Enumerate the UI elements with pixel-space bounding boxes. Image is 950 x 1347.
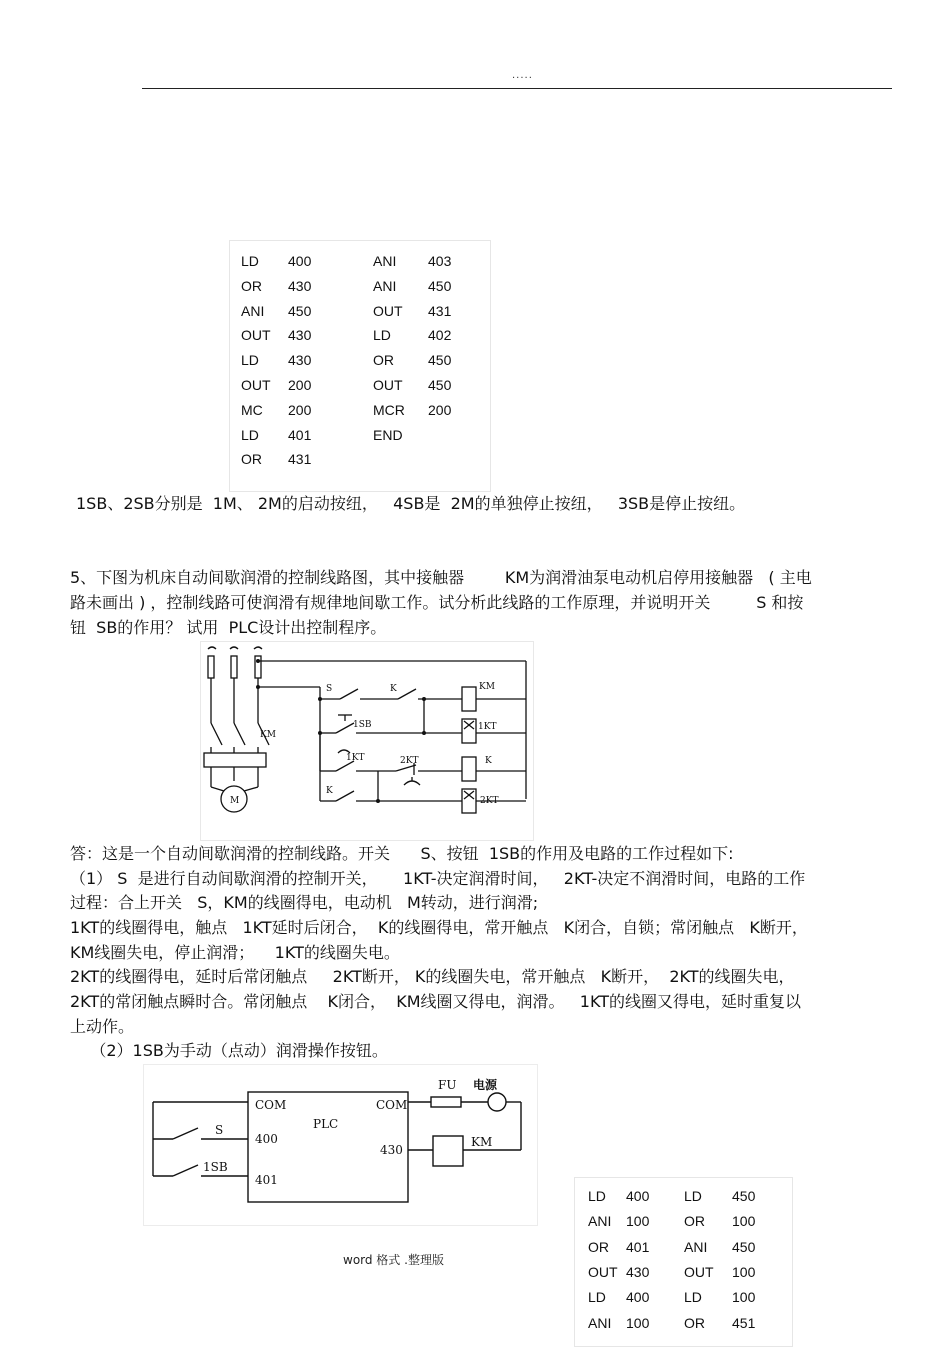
code_table_2-cell: 100 — [626, 1213, 650, 1230]
answer-line-1: 答：这是一个自动间歇润滑的控制线路。开关 S、按钮 1SB的作用及电路的工作过程如下: — [70, 844, 734, 863]
code_table_1-cell: OR — [373, 352, 394, 369]
answer-line-3: 过程：合上开关 S，KM的线圈得电，电动机 M转动，进行润滑; — [70, 893, 539, 912]
code_table_1-cell: LD — [241, 253, 259, 269]
label-2kt-coil: 2KT — [480, 796, 499, 806]
code_table_1-cell: 450 — [428, 377, 452, 393]
code_table_2-cell: ANI — [588, 1314, 612, 1331]
code_table_1-cell: 402 — [428, 327, 452, 344]
answer-line-6: 2KT的线圈得电，延时后常闭触点 2KT断开， K的线圈失电，常开触点 K断开， 2KT的线圈失电， — [70, 967, 795, 986]
code-table-1 — [229, 240, 491, 492]
code_table_1-cell: ANI — [241, 302, 265, 319]
label-motor: M — [230, 796, 240, 806]
plc-wiring-diagram — [143, 1064, 538, 1226]
label-com-left: COM — [255, 1098, 287, 1112]
label-k2: K — [326, 786, 333, 796]
code_table_1-cell: 450 — [428, 352, 452, 369]
label-switch-1sb: 1SB — [203, 1160, 228, 1174]
code_table_1-cell: 450 — [288, 302, 312, 319]
label-com-right: COM — [376, 1098, 408, 1112]
code_table_2-cell: 450 — [732, 1188, 756, 1204]
label-in-400: 400 — [255, 1132, 278, 1146]
label-1sb: 1SB — [353, 720, 372, 730]
header-rule — [142, 88, 892, 89]
code_table_1-cell: ANI — [373, 253, 397, 269]
answer-line-2: （1） S 是进行自动间歇润滑的控制开关， 1KT-决定润滑时间， 2KT-决定不润滑时间，电路的工作 — [70, 869, 806, 888]
control-circuit-diagram — [200, 641, 534, 841]
answer-line-5: KM线圈失电，停止润滑； 1KT的线圈失电。 — [70, 943, 400, 962]
code_table_1-cell: 431 — [428, 302, 452, 319]
code_table_1-cell: 400 — [288, 253, 312, 269]
question-line-1: 5、下图为机床自动间歇润滑的控制线路图，其中接触器 KM为润滑油泵电动机启停用接触器 ( 主电 — [70, 568, 812, 587]
code_table_2-cell: OR — [684, 1314, 705, 1331]
code_table_2-cell: 400 — [626, 1289, 650, 1306]
code_table_2-cell: OUT — [588, 1263, 618, 1280]
question-line-2: 路未画出 ) ，控制线路可使润滑有规律地间歇工作。试分析此线路的工作原理，并说明开关 S 和按 — [70, 593, 804, 612]
label-1kt-contact: 1KT — [346, 753, 365, 763]
label-k-coil: K — [485, 756, 492, 766]
label-power: 电源 — [473, 1078, 498, 1092]
label-coil-km: KM — [471, 1135, 493, 1149]
code_table_1-cell: OUT — [373, 302, 403, 319]
header-dots: ..... — [512, 70, 533, 81]
code_table_1-cell: 450 — [428, 277, 452, 294]
code_table_1-cell: 200 — [428, 401, 452, 418]
code_table_2-cell: 451 — [732, 1314, 756, 1331]
question-line-3: 钮 SB的作用？ 试用 PLC设计出控制程序。 — [70, 618, 387, 637]
label-s: S — [326, 684, 333, 694]
code_table_1-cell: MC — [241, 401, 263, 418]
answer-line-7: 2KT的常闭触点瞬时合。常闭触点 K闭合， KM线圈又得电，润滑。 1KT的线圈又得电，延时重复以 — [70, 992, 801, 1011]
label-km-top: KM — [479, 682, 495, 692]
code_table_1-cell: LD — [373, 327, 391, 344]
code_table_2-cell: ANI — [684, 1238, 708, 1255]
code_table_2-cell: 400 — [626, 1188, 650, 1204]
code_table_2-cell: 430 — [626, 1263, 650, 1280]
note-line: 1SB、2SB分别是 1M、 2M的启动按纽， 4SB是 2M的单独停止按纽， 3SB是停止按纽。 — [76, 494, 746, 513]
code_table_2-cell: 100 — [626, 1314, 650, 1331]
code_table_2-cell: OR — [684, 1213, 705, 1230]
code_table_1-cell: OUT — [373, 377, 403, 393]
answer-line-4: 1KT的线圈得电，触点 1KT延时后闭合， K的线圈得电，常开触点 K闭合，自锁；常闭触点 K断开， — [70, 918, 808, 937]
label-in-401: 401 — [255, 1173, 278, 1187]
code_table_1-cell: ANI — [373, 277, 397, 294]
code_table_2-cell: LD — [588, 1188, 606, 1204]
code_table_1-cell: LD — [241, 426, 259, 443]
answer-line-9: （2）1SB为手动（点动）润滑操作按钮。 — [70, 1041, 388, 1060]
code_table_1-cell: 430 — [288, 327, 312, 344]
label-k1: K — [390, 684, 397, 694]
label-1kt-coil: 1KT — [478, 722, 497, 732]
label-fuse: FU — [438, 1078, 457, 1092]
code_table_2-cell: 100 — [732, 1263, 756, 1280]
code_table_2-cell: LD — [684, 1289, 702, 1306]
label-km-main: KM — [260, 730, 276, 740]
code_table_1-cell: 403 — [428, 253, 452, 269]
code_table_1-cell: 430 — [288, 277, 312, 294]
code_table_2-cell: 100 — [732, 1213, 756, 1230]
code_table_1-cell: 200 — [288, 377, 312, 393]
label-switch-s: S — [215, 1123, 224, 1137]
code_table_2-cell: OUT — [684, 1263, 714, 1280]
code_table_1-cell: OR — [241, 277, 262, 294]
code_table_1-cell: 431 — [288, 451, 312, 468]
code_table_1-cell: 430 — [288, 352, 312, 369]
code_table_1-cell: LD — [241, 352, 259, 369]
code_table_1-cell: OUT — [241, 377, 271, 393]
answer-line-8: 上动作。 — [70, 1017, 135, 1036]
code_table_1-cell: END — [373, 426, 403, 443]
code_table_2-cell: LD — [684, 1188, 702, 1204]
code_table_2-cell: 100 — [732, 1289, 756, 1306]
code_table_2-cell: ANI — [588, 1213, 612, 1230]
footer-text: word 格式 .整理版 — [343, 1253, 444, 1267]
label-plc: PLC — [313, 1117, 339, 1131]
code_table_2-cell: LD — [588, 1289, 606, 1306]
code_table_2-cell: OR — [588, 1238, 609, 1255]
label-2kt-contact: 2KT — [400, 756, 419, 766]
code_table_1-cell: 200 — [288, 401, 312, 418]
code-table-2 — [574, 1177, 793, 1347]
code_table_2-cell: 450 — [732, 1238, 756, 1255]
code_table_2-cell: 401 — [626, 1238, 650, 1255]
label-out-430: 430 — [380, 1143, 403, 1157]
code_table_1-cell: MCR — [373, 401, 405, 418]
code_table_1-cell: OR — [241, 451, 262, 468]
code_table_1-cell: OUT — [241, 327, 271, 344]
code_table_1-cell: 401 — [288, 426, 312, 443]
